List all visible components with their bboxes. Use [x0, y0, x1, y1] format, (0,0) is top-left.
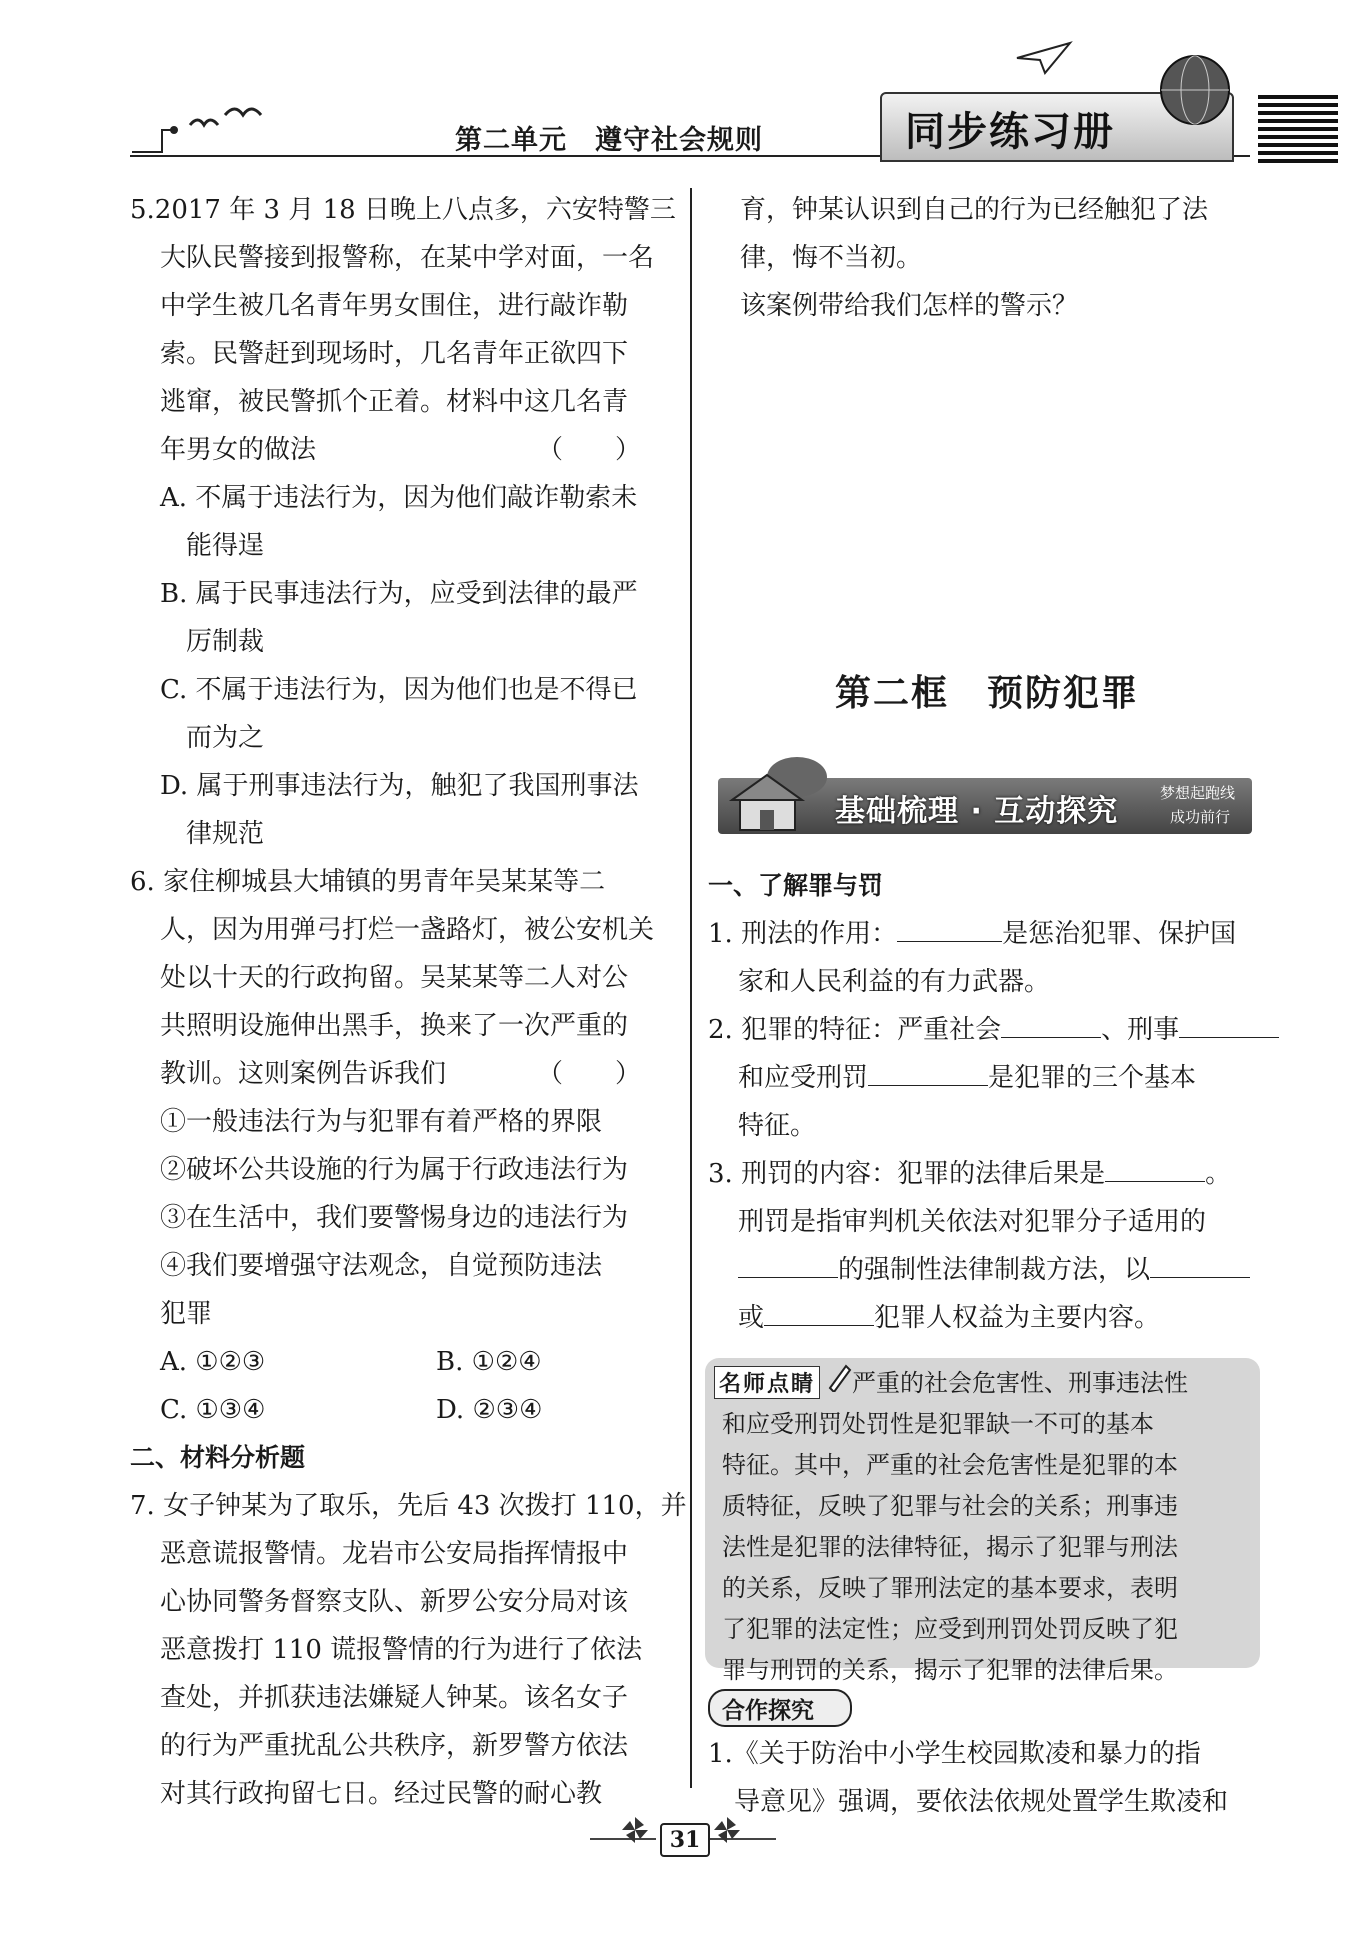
- fill-line-9: [738, 1294, 1160, 1343]
- q6-option-d: D. ②③④: [436, 1395, 543, 1425]
- q7-line: 恶意拨打 110 谎报警情的行为进行了依法: [160, 1635, 643, 1665]
- q7-line: 心协同警务督察支队、新罗公安分局对该: [160, 1587, 629, 1617]
- teacher-tip-text: [722, 1363, 1252, 1684]
- fill-text: 、刑事: [1101, 1015, 1180, 1045]
- fill-line-3: [708, 1006, 1279, 1055]
- answer-blank[interactable]: [1150, 1251, 1250, 1278]
- fill-text: 1. 刑法的作用：: [708, 919, 898, 949]
- frame-title: 第二框 预防犯罪: [835, 673, 1140, 714]
- tip-line: 质特征，反映了犯罪与社会的关系；刑事违: [722, 1492, 1178, 1520]
- fill-line-5: 特征。: [738, 1111, 817, 1141]
- banner-title: 基础梳理 · 互动探究: [835, 794, 1119, 829]
- answer-blank[interactable]: [1105, 1155, 1205, 1182]
- q5-option-c: C. 不属于违法行为，因为他们也是不得已: [160, 675, 638, 705]
- paper-plane-icon: [1015, 38, 1075, 82]
- fill-text: 犯罪人权益为主要内容。: [874, 1303, 1161, 1333]
- part1-title: 一、了解罪与罚: [708, 871, 884, 900]
- column-divider: [690, 188, 692, 1788]
- fill-text: 2. 犯罪的特征：严重社会: [708, 1015, 1002, 1045]
- q6-statement: ①一般违法行为与犯罪有着严格的界限: [160, 1107, 603, 1137]
- pinwheel-icon: [620, 1815, 650, 1849]
- answer-blank[interactable]: [738, 1251, 838, 1278]
- q7-question: 该案例带给我们怎样的警示？: [740, 291, 1079, 321]
- globe-icon: [1155, 50, 1235, 134]
- q5-line: 逃窜，被民警抓个正着。材料中这几名青: [160, 387, 629, 417]
- q5-line: 5.2017 年 3 月 18 日晚上八点多，六安特警三: [130, 195, 676, 225]
- fill-line-7: 刑罚是指审判机关依法对犯罪分子适用的: [738, 1207, 1207, 1237]
- tip-line: 的关系，反映了罪刑法定的基本要求，表明: [722, 1574, 1178, 1602]
- header-decoration: [130, 100, 270, 160]
- q6-line: 6. 家住柳城县大埔镇的男青年吴某某等二: [130, 867, 606, 897]
- answer-blank[interactable]: [1179, 1011, 1279, 1038]
- birds-icon: [130, 100, 270, 160]
- q6-statement: 犯罪: [160, 1299, 213, 1329]
- tip-line: 了犯罪的法定性；应受到刑罚处罚反映了犯: [722, 1615, 1178, 1643]
- left-column-lower: [130, 1386, 687, 1816]
- q5-line: 中学生被几名青年男女围住，进行敲诈勒: [160, 291, 629, 321]
- q6-line: 人，因为用弹弓打烂一盏路灯，被公安机关: [160, 915, 655, 945]
- house-icon: [722, 755, 832, 839]
- tip-line: 特征。其中，严重的社会危害性是犯罪的本: [722, 1451, 1178, 1479]
- q7-cont-line: 育，钟某认识到自己的行为已经触犯了法: [740, 195, 1209, 225]
- fill-text: 3. 刑罚的内容：犯罪的法律后果是: [708, 1159, 1106, 1189]
- fill-text: 的强制性法律制裁方法，以: [838, 1255, 1151, 1285]
- left-column: [130, 186, 680, 1386]
- fill-text: 或: [738, 1303, 765, 1333]
- q5-option-c-cont: 而为之: [160, 723, 265, 753]
- fill-text: 是惩治犯罪、保护国: [1002, 919, 1237, 949]
- header-stripes: [1258, 95, 1338, 163]
- fill-line-6: [708, 1150, 1231, 1199]
- q5-option-b: B. 属于民事违法行为，应受到法律的最严: [160, 579, 638, 609]
- q6-statement: ④我们要增强守法观念，自觉预防违法: [160, 1251, 603, 1281]
- q6-statement: ②破坏公共设施的行为属于行政违法行为: [160, 1155, 629, 1185]
- fill-line-1: [708, 910, 1236, 959]
- q5-option-a-cont: 能得逞: [160, 531, 265, 561]
- answer-blank[interactable]: [764, 1299, 874, 1326]
- tip-line: 法性是犯罪的法律特征，揭示了犯罪与刑法: [722, 1533, 1178, 1561]
- q7-line: 的行为严重扰乱公共秩序，新罗警方依法: [160, 1731, 629, 1761]
- pinwheel-icon: [712, 1815, 742, 1849]
- fill-line-8: [738, 1246, 1250, 1295]
- q6-line: 处以十天的行政拘留。吴某某等二人对公: [160, 963, 629, 993]
- q6-option-a: A. ①②③: [160, 1347, 266, 1377]
- tip-line: 和应受刑罚处罚性是犯罪缺一不可的基本: [722, 1410, 1154, 1438]
- answer-blank[interactable]: [897, 915, 1002, 942]
- answer-blank[interactable]: [1001, 1011, 1101, 1038]
- q6-option-c: C. ①③④: [160, 1395, 266, 1425]
- right-column-top: [740, 186, 1260, 336]
- q7-line: 对其行政拘留七日。经过民警的耐心教: [160, 1779, 603, 1809]
- banner-subtitle: 成功前行: [1170, 808, 1231, 826]
- part1-block: [708, 862, 1258, 1342]
- fill-line-2: 家和人民利益的有力武器。: [738, 967, 1051, 997]
- q7-cont-line: 律，悔不当初。: [740, 243, 923, 273]
- fill-text: 和应受刑罚: [738, 1063, 869, 1093]
- q5-option-b-cont: 厉制裁: [160, 627, 265, 657]
- coop-block: [708, 1730, 1258, 1830]
- fill-text: 是犯罪的三个基本: [988, 1063, 1197, 1093]
- q7-line: 7. 女子钟某为了取乐，先后 43 次拨打 110，并: [130, 1491, 687, 1521]
- q5-option-a: A. 不属于违法行为，因为他们敲诈勒索未: [160, 483, 638, 513]
- coop-line: 1.《关于防治中小学生校园欺凌和暴力的指: [708, 1739, 1201, 1769]
- page-number: 31: [660, 1823, 710, 1857]
- coop-line: 导意见》强调，要依法依规处置学生欺凌和: [708, 1787, 1229, 1817]
- answer-blank[interactable]: [868, 1059, 988, 1086]
- coop-label: 合作探究: [722, 1698, 814, 1724]
- q6-statement: ③在生活中，我们要警惕身边的违法行为: [160, 1203, 629, 1233]
- fill-line-4: [738, 1054, 1196, 1103]
- brand-title: 同步练习册: [905, 109, 1115, 155]
- q5-line: 索。民警赶到现场时，几名青年正欲四下: [160, 339, 629, 369]
- section-2-title: 二、材料分析题: [130, 1443, 306, 1472]
- q5-line: 大队民警接到报警称，在某中学对面，一名: [160, 243, 655, 273]
- q6-line: 教训。这则案例告诉我们 （ ）: [160, 1059, 642, 1089]
- banner-subtitle: 梦想起跑线: [1160, 784, 1236, 802]
- teacher-tip-label: 名师点睛: [714, 1366, 820, 1399]
- q7-line: 查处，并抓获违法嫌疑人钟某。该名女子: [160, 1683, 629, 1713]
- tip-line: 罪与刑罚的关系，揭示了犯罪的法律后果。: [722, 1656, 1178, 1684]
- q6-line: 共照明设施伸出黑手，换来了一次严重的: [160, 1011, 629, 1041]
- q5-option-d: D. 属于刑事违法行为，触犯了我国刑事法: [160, 771, 639, 801]
- q5-option-d-cont: 律规范: [160, 819, 265, 849]
- q7-line: 恶意谎报警情。龙岩市公安局指挥情报中: [160, 1539, 629, 1569]
- q6-option-b: B. ①②④: [436, 1347, 542, 1377]
- fill-text: 。: [1205, 1159, 1232, 1189]
- q5-line: 年男女的做法 （ ）: [160, 435, 642, 465]
- tip-line: 严重的社会危害性、刑事违法性: [852, 1369, 1188, 1397]
- unit-title: 第二单元 遵守社会规则: [455, 125, 763, 156]
